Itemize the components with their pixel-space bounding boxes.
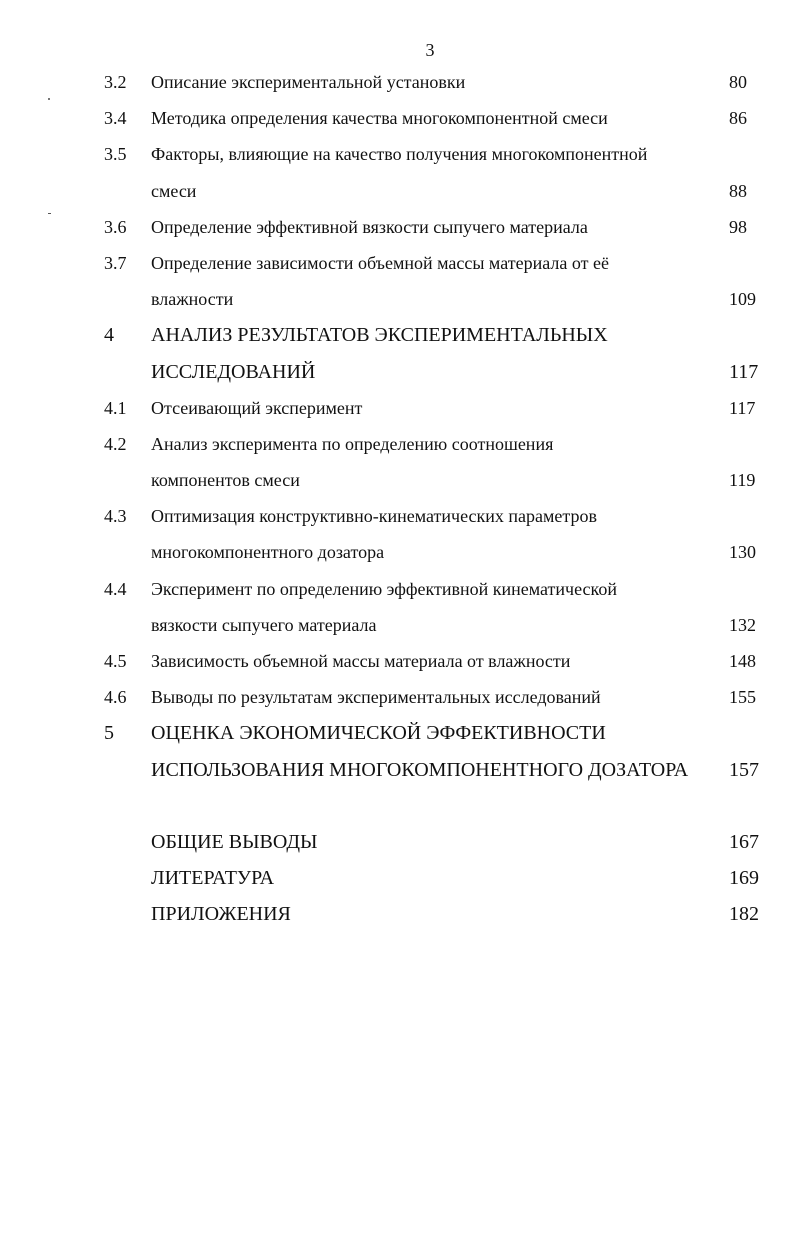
toc-entry-page: 117 [729,360,759,383]
toc-line [0,681,799,717]
toc-entry [0,428,799,500]
toc-line [0,754,799,790]
toc-entry-number: 4.4 [104,578,127,599]
toc-spacer [0,790,799,826]
toc-entry-title: влажности [151,289,234,310]
toc-entry-title: многокомпонентного дозатора [151,542,385,563]
toc-entry-page: 157 [729,758,759,781]
toc-entry-title: Оптимизация конструктивно-кинематических параметров [151,506,597,527]
toc-entry-title: ОБЩИЕ ВЫВОДЫ [151,830,318,853]
toc-entry-number: 3.4 [104,108,127,129]
toc-entry-number: 3.7 [104,252,127,273]
toc-entry-title: Методика определения качества многокомпонентной смеси [151,108,608,129]
page-number: 3 [425,40,435,60]
toc-line [0,464,799,500]
toc-entry-number: 4.3 [104,506,127,527]
toc-entry-title: вязкости сыпучего материала [151,614,377,635]
toc-entry-number: 3.6 [104,216,127,237]
toc-entry-title: ЛИТЕРАТУРА [151,867,275,890]
toc-entry-title: ОЦЕНКА ЭКОНОМИЧЕСКОЙ ЭФФЕКТИВНОСТИ [151,722,606,745]
toc-entry-page: 167 [729,830,759,853]
toc-line [0,428,799,464]
toc-line [0,247,799,283]
toc-entry-title: Выводы по результатам экспериментальных исследований [151,687,601,708]
toc-entry [0,211,799,247]
toc-line [0,645,799,681]
toc-entry-number: 3.5 [104,144,127,165]
toc-entry-title: ИССЛЕДОВАНИЙ [151,360,316,383]
toc-entry-title: Зависимость объемной массы материала от влажности [151,651,571,671]
toc-entry-page: 132 [729,614,756,635]
toc-entry-page: 88 [729,180,747,201]
toc-entry-page: 169 [729,867,759,890]
toc-entry [0,319,799,391]
toc-entry [0,717,799,789]
toc-entry-page: 155 [729,687,756,708]
toc-entry-number: 4.1 [104,397,127,418]
toc-entry-number: 4.2 [104,433,127,454]
toc-entry [0,66,799,102]
toc-entry-page: 117 [729,397,756,418]
toc-entry [0,573,799,645]
toc-line [0,102,799,138]
toc-line [0,536,799,572]
toc-entry-title: Определение зависимости объемной массы материала от её [151,252,609,273]
toc-entry-page: 109 [729,289,756,310]
toc-end-entry [0,898,799,934]
toc-line [0,319,799,355]
toc-entry-number: 3.2 [104,72,127,92]
toc-line [0,138,799,174]
toc-entry-title: ПРИЛОЖЕНИЯ [151,903,291,926]
toc-line [0,573,799,609]
toc-end-entry [0,862,799,898]
toc-entry-title: Определение эффективной вязкости сыпучего материала [151,216,588,237]
toc-entry [0,500,799,572]
toc-line [0,356,799,392]
toc-entry [0,392,799,428]
toc-line [0,392,799,428]
toc-entry-number: 5 [104,722,114,745]
toc-line [0,66,799,102]
toc-entry-title: Анализ эксперимента по определению соотношения [151,433,554,454]
toc-line [0,283,799,319]
toc-entry-title: Описание экспериментальной установки [151,72,466,92]
toc-entry [0,138,799,210]
toc-entry-page: 119 [729,470,756,491]
toc-entry-title: Эксперимент по определению эффективной кинематической [151,578,617,599]
toc-line [0,717,799,753]
toc-line [0,211,799,247]
toc-line [0,609,799,645]
toc-entry-title: смеси [151,180,197,201]
toc-entry-title: ИСПОЛЬЗОВАНИЯ МНОГОКОМПОНЕНТНОГО ДОЗАТОРА [151,758,689,781]
toc-line [0,500,799,536]
toc-entry [0,102,799,138]
toc-entry-number: 4.5 [104,651,127,671]
toc-entry-title: АНАЛИЗ РЕЗУЛЬТАТОВ ЭКСПЕРИМЕНТАЛЬНЫХ [151,324,608,347]
toc-entry-title: Факторы, влияющие на качество получения многокомпонентной [151,144,648,165]
toc-entry [0,247,799,319]
toc-entry-title: Отсеивающий эксперимент [151,397,363,418]
toc-entry-page: 130 [729,542,756,563]
toc-entry-page: 80 [729,72,747,92]
toc-entry [0,645,799,681]
toc-entry-page: 182 [729,903,759,926]
toc-entry-number: 4 [104,324,114,347]
toc-entry-title: компонентов смеси [151,470,300,491]
toc-entry-page: 98 [729,216,747,237]
toc-end-entry [0,826,799,862]
toc-entry-page: 148 [729,651,756,671]
table-of-contents [0,66,799,935]
toc-entry-page: 86 [729,108,747,129]
toc-entry-number: 4.6 [104,687,127,708]
toc-entry [0,681,799,717]
toc-line [0,175,799,211]
